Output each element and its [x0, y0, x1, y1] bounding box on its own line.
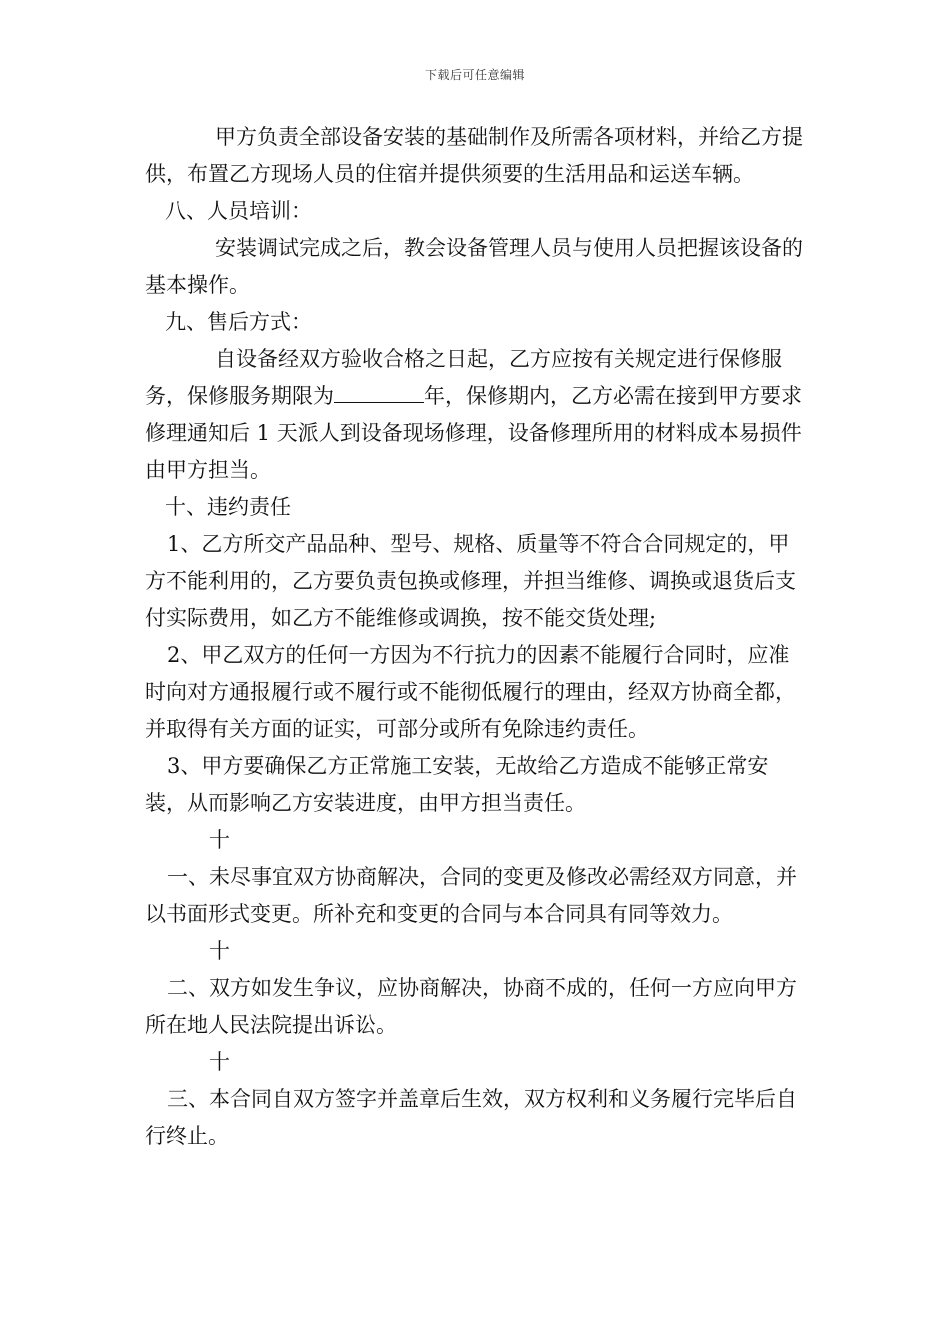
section-number-ten-13: 十 [209, 1050, 230, 1074]
document-body [145, 119, 810, 1155]
section-title-after-sales: 九、售后方式： [165, 310, 312, 334]
page-header: 下载后可任意编辑 [424, 68, 525, 82]
section-title-training: 八、人员培训： [165, 199, 312, 223]
breach-item-3: 3、甲方要确保乙方正常施工安装，无故给乙方造成不能够正常安装，从而影响乙方安装进度，由甲方担当责任。 [145, 754, 769, 815]
breach-item-2: 2、甲乙双方的任何一方因为不行抗力的因素不能履行合同时，应准时向对方通报履行或不履行或不能彻低履行的理由，经双方协商全都，并取得有关方面的证实，可部分或所有免除违约责任。 [145, 643, 796, 741]
after-sales-text-b: 年，保修期内，乙方必需在接到甲方要求修理通知后 1 天派人到设备现场修理，设备修理所用的材料成本易损件由甲方担当。 [145, 384, 802, 482]
paragraph-after-sales [145, 341, 810, 489]
paragraph-training: 安装调试完成之后，教会设备管理人员与使用人员把握该设备的基本操作。 [145, 236, 803, 297]
warranty-years-blank[interactable] [334, 382, 424, 403]
paragraph-equipment-installation: 甲方负责全部设备安装的基础制作及所需各项材料，并给乙方提供，布置乙方现场人员的住宿并提供须要的生活用品和运送车辆。 [145, 125, 803, 186]
breach-item-1: 1、乙方所交产品品种、型号、规格、质量等不符合合同规定的，甲方不能利用的，乙方要负责包换或修理，并担当维修、调换或退货后支付实际费用，如乙方不能维修或调换，按不能交货处理; [145, 532, 796, 630]
section-number-ten-12: 十 [209, 939, 230, 963]
paragraph-effectiveness: 三、本合同自双方签字并盖章后生效，双方权利和义务履行完毕后自行终止。 [145, 1087, 797, 1148]
paragraph-disputes: 二、双方如发生争议，应协商解决，协商不成的，任何一方应向甲方所在地人民法院提出诉讼。 [145, 976, 797, 1037]
after-sales-text-a: 自设备经双方验收合格之日起，乙方应按有关规定进行保修服务，保修服务期限为 [145, 347, 782, 408]
paragraph-unresolved-matters: 一、未尽事宜双方协商解决，合同的变更及修改必需经双方同意，并以书面形式变更。所补充和变更的合同与本合同具有同等效力。 [145, 865, 797, 926]
section-number-ten-11: 十 [209, 828, 230, 852]
section-title-breach: 十、违约责任 [165, 495, 291, 519]
